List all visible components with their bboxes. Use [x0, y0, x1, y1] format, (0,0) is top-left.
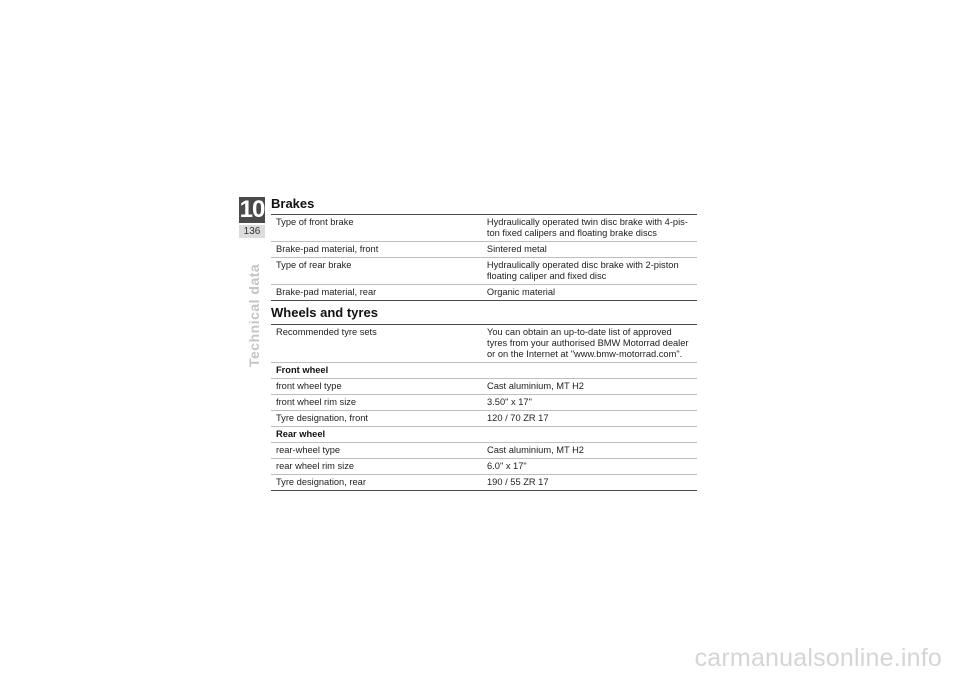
table-row — [271, 395, 697, 411]
row-label: rear-wheel type — [276, 445, 341, 455]
value-line: Hydraulically operated disc brake with 2-piston floating caliper and fixed disc — [486, 260, 679, 281]
row-label: front wheel type — [276, 381, 342, 391]
table-row — [271, 285, 697, 301]
row-value: 190 / 55 ZR 17 — [487, 477, 549, 487]
table-row — [271, 475, 697, 491]
section-title-brakes: Brakes — [271, 196, 315, 211]
row-label: Tyre designation, rear — [276, 477, 366, 487]
chapter-number: 10 — [239, 196, 265, 223]
table-row — [271, 443, 697, 459]
chapter-title: Technical data — [246, 263, 262, 367]
row-label: Tyre designation, front — [276, 413, 368, 423]
table-group-row — [271, 427, 697, 443]
brakes-table — [271, 214, 697, 301]
table-row — [271, 411, 697, 427]
row-value: Cast aluminium, MT H2 — [487, 445, 584, 455]
row-value: 6.0" x 17" — [487, 461, 527, 471]
wheels-table — [271, 324, 697, 491]
row-value — [482, 215, 697, 242]
table-row — [271, 215, 697, 242]
table-row — [271, 242, 697, 258]
row-value: 3.50" x 17" — [487, 397, 532, 407]
group-heading-rear: Rear wheel — [276, 429, 326, 439]
row-label: Type of front brake — [276, 217, 354, 227]
row-value — [482, 258, 697, 285]
table-row — [271, 258, 697, 285]
watermark-text: carmanualsonline.info — [694, 644, 942, 672]
value-line: You can obtain an up-to-date list of approved tyres from your authorised BMW Motorrad dealer or on the Internet at "www.bmw-motorrad.com". — [487, 327, 689, 359]
value-line: Hydraulically operated twin disc brake with 4-pis- ton fixed calipers and floating brake discs — [486, 217, 688, 238]
table-row — [271, 379, 697, 395]
row-value: Sintered metal — [486, 244, 547, 254]
row-value: Organic material — [486, 287, 556, 297]
table-row — [271, 459, 697, 475]
table-group-row — [271, 363, 697, 379]
row-label: rear wheel rim size — [276, 461, 355, 471]
row-value — [482, 325, 697, 363]
row-label: Type of rear brake — [276, 260, 352, 270]
page-number: 136 — [239, 225, 265, 238]
row-label: Recommended tyre sets — [276, 327, 377, 337]
row-value: Cast aluminium, MT H2 — [487, 381, 584, 391]
section-title-wheels: Wheels and tyres — [271, 305, 378, 320]
row-label: Brake-pad material, front — [276, 244, 379, 254]
table-row — [271, 325, 697, 363]
row-value: 120 / 70 ZR 17 — [487, 413, 549, 423]
row-label: front wheel rim size — [276, 397, 357, 407]
row-label: Brake-pad material, rear — [276, 287, 377, 297]
group-heading-front: Front wheel — [276, 365, 329, 375]
